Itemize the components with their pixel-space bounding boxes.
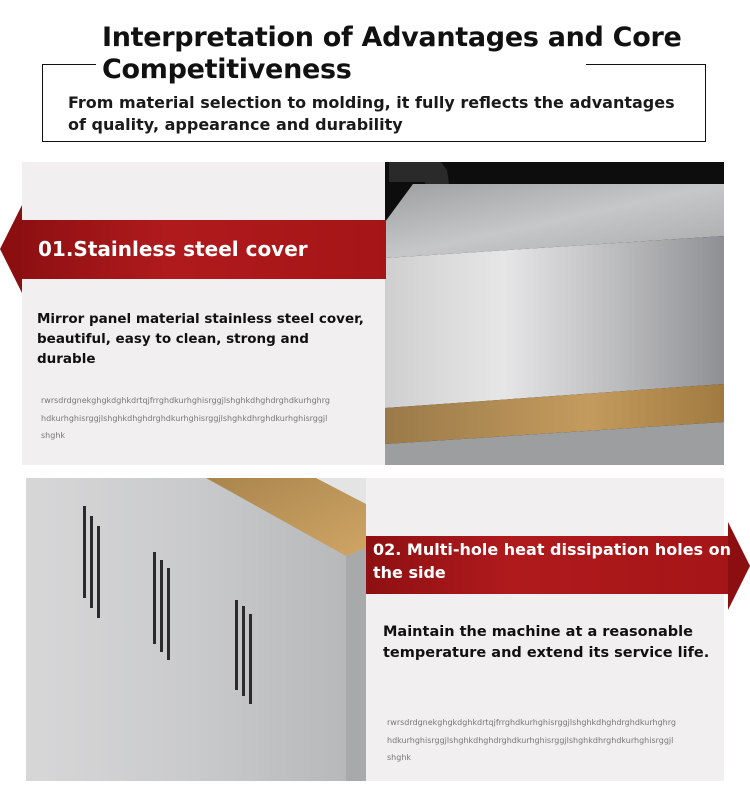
section-1-heading: 01.Stainless steel cover — [38, 237, 308, 261]
page-title: Interpretation of Advantages and Core Competitiveness — [102, 22, 682, 85]
section-2-description: Maintain the machine at a reasonable temperature and extend its service life. — [383, 624, 710, 661]
section-2-filler-text: rwrsdrdgnekghgkdghkdrtqjfrrghdkurhghisrggjlshghkdhghdrghdkurhghrghdkurhghisrggjlshghkdhghdrghdkurhghisrggjlshghkdhrghdkurhghisrggjlshghk — [387, 718, 676, 762]
stainless-cover-photo — [385, 162, 724, 465]
section-1-description: Mirror panel material stainless steel cover, beautiful, easy to clean, strong and durable — [37, 311, 364, 367]
section-2-heading: 02. Multi-hole heat dissipation holes on the side — [373, 540, 732, 582]
heat-dissipation-photo — [26, 478, 366, 781]
section-1-filler-text: rwrsdrdgnekghgkdghkdrtqjfrrghdkurhghisrggjlshghkdhghdrghdkurhghrghdkurhghisrggjlshghkdhghdrghdkurhghisrggjlshghkdhrghdkurhghisrggjlshghk — [41, 396, 330, 440]
page-subtitle: From material selection to molding, it fully reflects the advantages of quality, appearance and durability — [68, 93, 675, 134]
ribbon-arrow-left — [0, 205, 22, 293]
